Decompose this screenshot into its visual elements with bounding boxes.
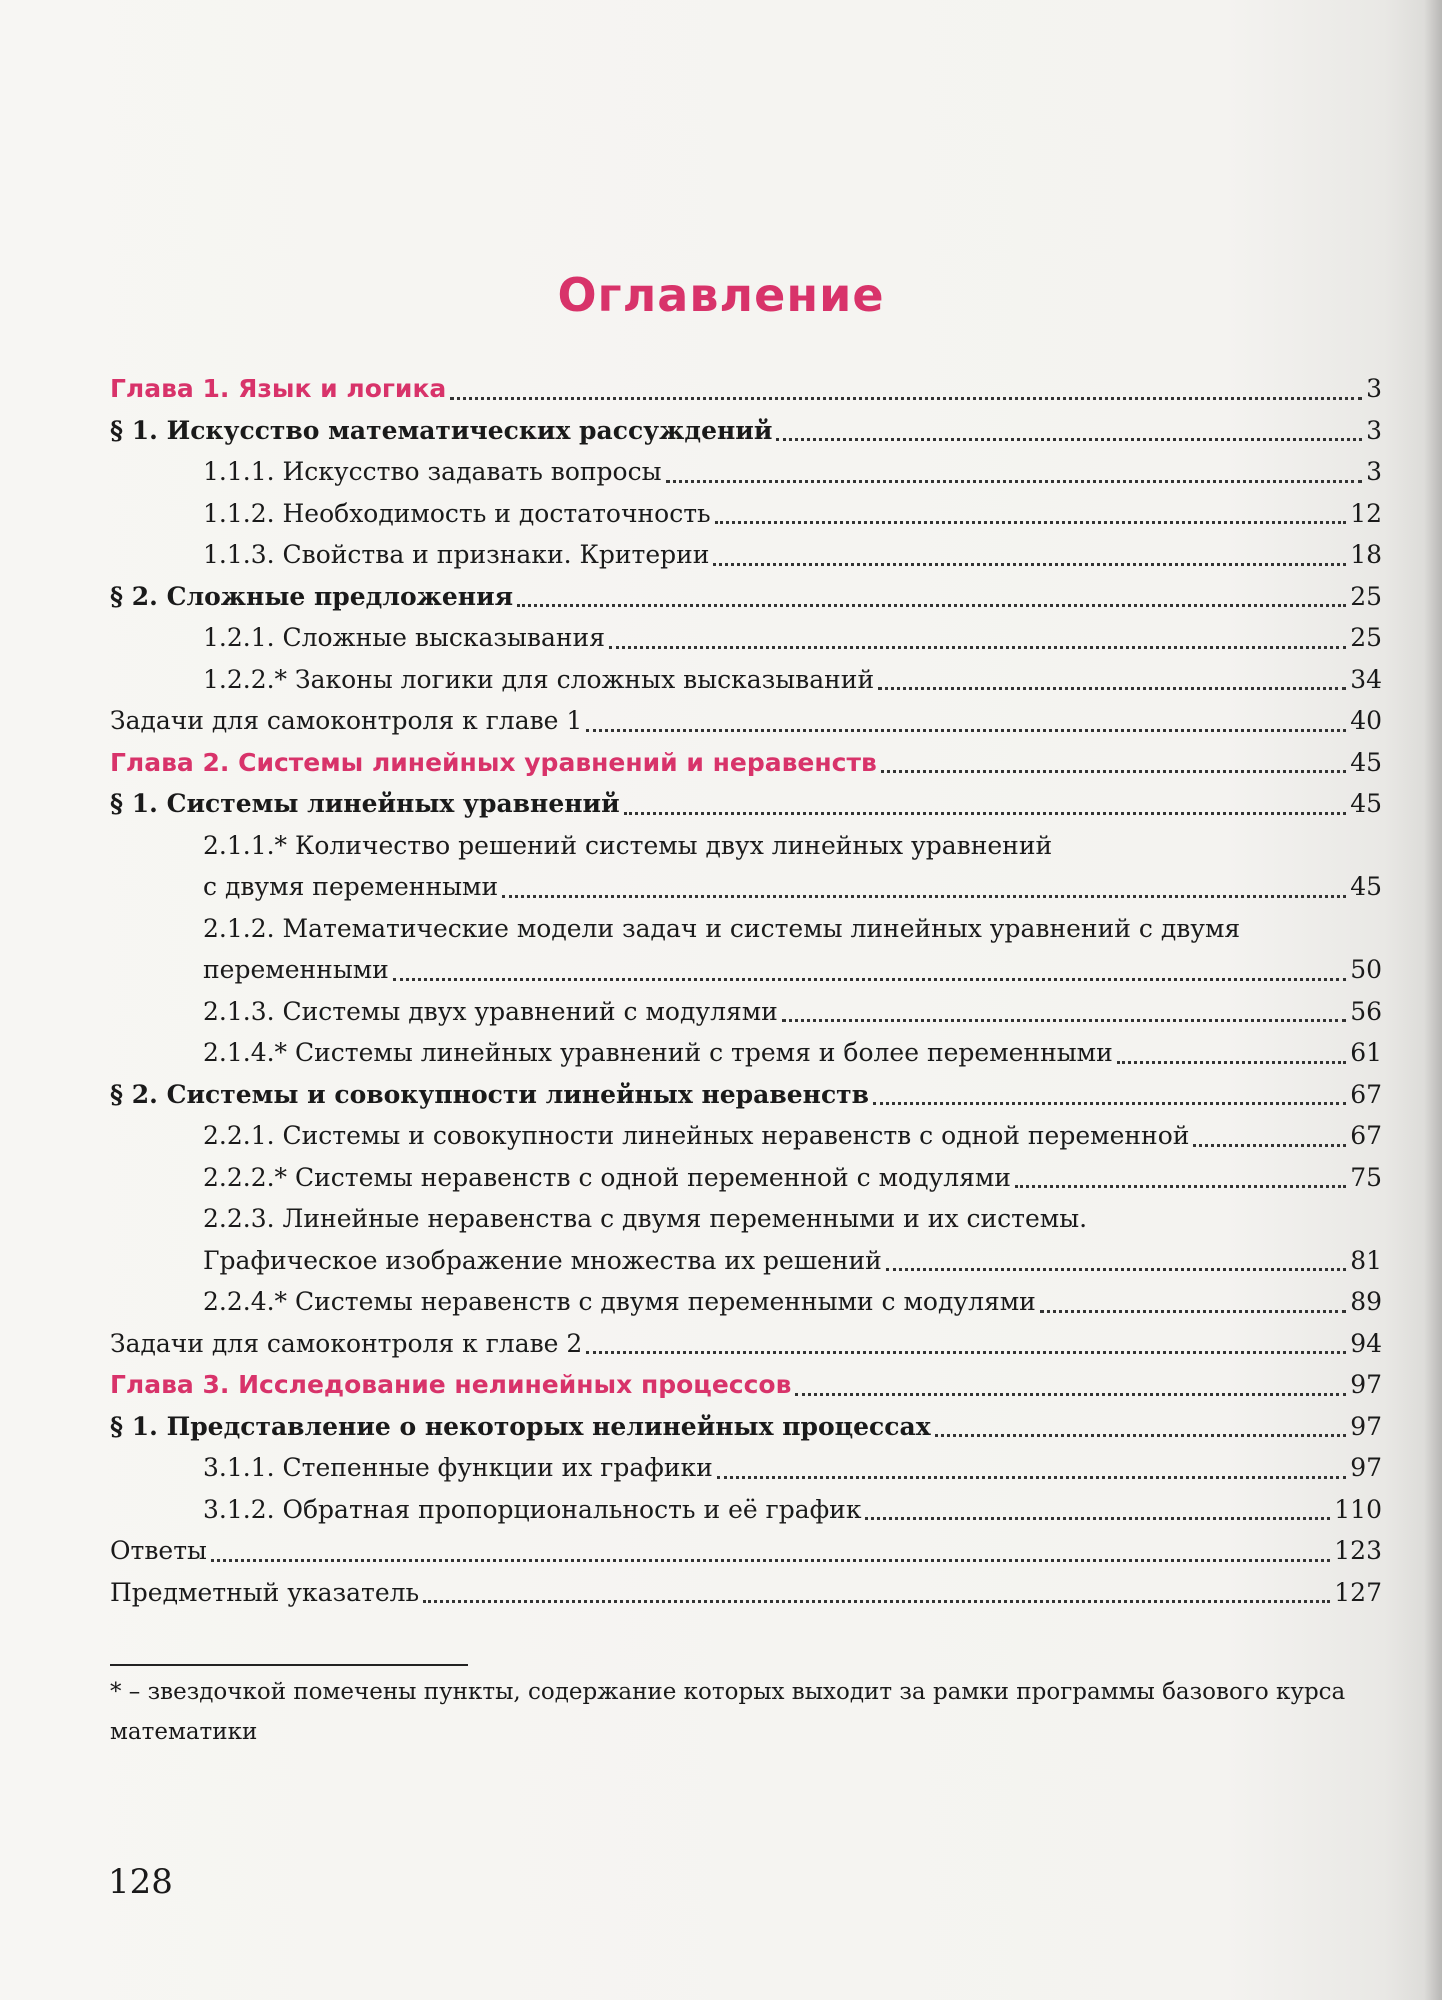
page-title: Оглавление bbox=[557, 268, 885, 322]
toc-entry-label: Задачи для самоконтроля к главе 1 bbox=[110, 706, 583, 735]
dot-leader bbox=[878, 687, 1346, 690]
toc-entry-label: Глава 2. Системы линейных уравнений и неравенств bbox=[110, 747, 877, 777]
dot-leader bbox=[1040, 1310, 1346, 1313]
toc-section[interactable] bbox=[110, 783, 1382, 825]
dot-leader bbox=[881, 770, 1346, 773]
toc-entry[interactable] bbox=[110, 949, 1382, 991]
toc-entry-label: § 2. Сложные предложения bbox=[110, 581, 514, 611]
toc-page-number: 3 bbox=[1366, 415, 1382, 445]
dot-leader bbox=[715, 521, 1347, 524]
toc-page-number: 94 bbox=[1350, 1328, 1382, 1358]
toc-entry-label: Глава 1. Язык и логика bbox=[110, 374, 447, 403]
dot-leader bbox=[393, 978, 1346, 981]
toc-page-number: 25 bbox=[1350, 623, 1382, 652]
dot-leader bbox=[211, 1559, 1330, 1562]
toc-section[interactable] bbox=[110, 410, 1382, 452]
toc-entry-label: 1.1.3. Свойства и признаки. Критерии bbox=[203, 540, 710, 569]
toc-entry[interactable] bbox=[110, 1447, 1382, 1489]
toc-entry[interactable] bbox=[110, 534, 1382, 576]
dot-leader bbox=[873, 1102, 1346, 1105]
dot-leader bbox=[795, 1393, 1346, 1396]
toc-page-number: 18 bbox=[1350, 540, 1382, 569]
toc-page-number: 45 bbox=[1350, 747, 1382, 777]
toc-chapter[interactable] bbox=[110, 1364, 1382, 1406]
dot-leader bbox=[1193, 1144, 1346, 1147]
toc-entry-label: 2.1.3. Системы двух уравнений с модулями bbox=[203, 996, 778, 1026]
toc-page-number: 89 bbox=[1350, 1287, 1382, 1316]
toc-page-number: 67 bbox=[1350, 1079, 1382, 1109]
toc-entry-label: § 1. Представление о некоторых нелинейных процессах bbox=[110, 1411, 931, 1441]
toc-entry[interactable] bbox=[110, 617, 1382, 659]
toc-entry[interactable] bbox=[110, 1115, 1382, 1157]
dot-leader bbox=[450, 397, 1362, 400]
toc-page-number: 45 bbox=[1350, 789, 1382, 818]
toc-chapter[interactable] bbox=[110, 742, 1382, 784]
toc-entry-label: 2.2.2.* Системы неравенств с одной переменной с модулями bbox=[203, 1162, 1011, 1192]
toc-page-number: 97 bbox=[1350, 1370, 1382, 1399]
dot-leader bbox=[1015, 1185, 1346, 1188]
dot-leader bbox=[586, 729, 1346, 732]
dot-leader bbox=[624, 812, 1347, 815]
dot-leader bbox=[886, 1268, 1346, 1271]
toc-section[interactable] bbox=[110, 1406, 1382, 1448]
dot-leader bbox=[1117, 1061, 1346, 1064]
toc-entry[interactable] bbox=[110, 451, 1382, 493]
toc-page-number: 12 bbox=[1350, 498, 1382, 528]
toc-page-number: 3 bbox=[1366, 374, 1382, 403]
toc-entry-label: переменными bbox=[203, 955, 389, 984]
toc-page-number: 97 bbox=[1350, 1453, 1382, 1482]
toc-entry-label: 3.1.1. Степенные функции их графики bbox=[203, 1453, 713, 1482]
toc-entry-label: 2.2.3. Линейные неравенства с двумя переменными и их системы. bbox=[203, 1204, 1088, 1233]
toc-page-number: 45 bbox=[1350, 872, 1382, 901]
dot-leader bbox=[586, 1351, 1346, 1354]
toc-page-number: 3 bbox=[1366, 457, 1382, 486]
toc-entry-label: 3.1.2. Обратная пропорциональность и её график bbox=[203, 1494, 862, 1524]
table-of-contents bbox=[110, 368, 1382, 1613]
toc-entry-line1[interactable] bbox=[110, 1198, 1382, 1240]
toc-entry[interactable] bbox=[110, 659, 1382, 701]
toc-entry-label: § 2. Системы и совокупности линейных неравенств bbox=[110, 1079, 870, 1109]
toc-entry-line1[interactable] bbox=[110, 825, 1382, 867]
toc-page-number: 110 bbox=[1334, 1494, 1382, 1524]
toc-entry-label: 1.2.1. Сложные высказывания bbox=[203, 623, 605, 652]
toc-entry[interactable] bbox=[110, 1240, 1382, 1282]
toc-entry[interactable] bbox=[110, 991, 1382, 1033]
toc-entry-label: 2.2.4.* Системы неравенств с двумя переменными с модулями bbox=[203, 1287, 1036, 1316]
toc-page-number: 40 bbox=[1350, 706, 1382, 735]
toc-chapter[interactable] bbox=[110, 368, 1382, 410]
dot-leader bbox=[517, 604, 1346, 607]
toc-page-number: 50 bbox=[1350, 955, 1382, 984]
toc-page-number: 61 bbox=[1350, 1038, 1382, 1067]
toc-page-number: 97 bbox=[1350, 1411, 1382, 1441]
toc-entry-label: с двумя переменными bbox=[203, 872, 499, 901]
toc-entry-label: 1.1.2. Необходимость и достаточность bbox=[203, 498, 711, 528]
dot-leader bbox=[782, 1019, 1346, 1022]
toc-entry-label: § 1. Искусство математических рассуждений bbox=[110, 415, 773, 445]
toc-entry-label: 1.2.2.* Законы логики для сложных высказываний bbox=[203, 664, 875, 694]
toc-page-number: 67 bbox=[1350, 1121, 1382, 1150]
toc-entry[interactable] bbox=[110, 1281, 1382, 1323]
dot-leader bbox=[609, 646, 1346, 649]
toc-entry-label: § 1. Системы линейных уравнений bbox=[110, 789, 620, 818]
toc-section[interactable] bbox=[110, 1074, 1382, 1116]
toc-entry-label: 2.1.2. Математические модели задач и системы линейных уравнений с двумя bbox=[203, 913, 1241, 943]
toc-page-number: 127 bbox=[1334, 1577, 1382, 1607]
toc-entry-label: Задачи для самоконтроля к главе 2 bbox=[110, 1328, 583, 1358]
toc-entry-label: Предметный указатель bbox=[110, 1577, 420, 1607]
toc-entry-label: 2.2.1. Системы и совокупности линейных неравенств с одной переменной bbox=[203, 1121, 1190, 1150]
toc-entry-label: 1.1.1. Искусство задавать вопросы bbox=[203, 457, 662, 486]
toc-entry[interactable] bbox=[110, 1572, 1382, 1614]
toc-entry[interactable] bbox=[110, 1032, 1382, 1074]
toc-page-number: 81 bbox=[1350, 1245, 1382, 1275]
toc-page-number: 123 bbox=[1334, 1536, 1382, 1565]
toc-entry[interactable] bbox=[110, 700, 1382, 742]
dot-leader bbox=[776, 438, 1362, 441]
toc-entry[interactable] bbox=[110, 493, 1382, 535]
dot-leader bbox=[713, 563, 1346, 566]
dot-leader bbox=[423, 1600, 1330, 1603]
toc-entry-line1[interactable] bbox=[110, 908, 1382, 950]
toc-page-number: 75 bbox=[1350, 1162, 1382, 1192]
toc-section[interactable] bbox=[110, 576, 1382, 618]
toc-entry-label: 2.1.4.* Системы линейных уравнений с тремя и более переменными bbox=[203, 1038, 1113, 1067]
toc-page-number: 25 bbox=[1350, 581, 1382, 611]
footnote: * – звездочкой помечены пункты, содержание которых выходит за рамки программы базового курса математики bbox=[110, 1679, 1346, 1745]
dot-leader bbox=[865, 1517, 1330, 1520]
dot-leader bbox=[935, 1434, 1347, 1437]
toc-entry-label: Глава 3. Исследование нелинейных процессов bbox=[110, 1370, 792, 1399]
toc-entry[interactable] bbox=[110, 866, 1382, 908]
toc-page-number: 34 bbox=[1350, 664, 1382, 694]
toc-page-number: 56 bbox=[1350, 996, 1382, 1026]
toc-entry-label: Графическое изображение множества их решений bbox=[203, 1245, 882, 1275]
toc-entry[interactable] bbox=[110, 1157, 1382, 1199]
toc-entry[interactable] bbox=[110, 1323, 1382, 1365]
toc-entry[interactable] bbox=[110, 1489, 1382, 1531]
dot-leader bbox=[502, 895, 1346, 898]
toc-entry-label: 2.1.1.* Количество решений системы двух линейных уравнений bbox=[203, 830, 1053, 860]
footnote-divider bbox=[110, 1664, 468, 1666]
dot-leader bbox=[666, 480, 1363, 483]
dot-leader bbox=[717, 1476, 1346, 1479]
toc-entry[interactable] bbox=[110, 1530, 1382, 1572]
page-number: 128 bbox=[108, 1862, 173, 1902]
toc-entry-label: Ответы bbox=[110, 1536, 207, 1565]
